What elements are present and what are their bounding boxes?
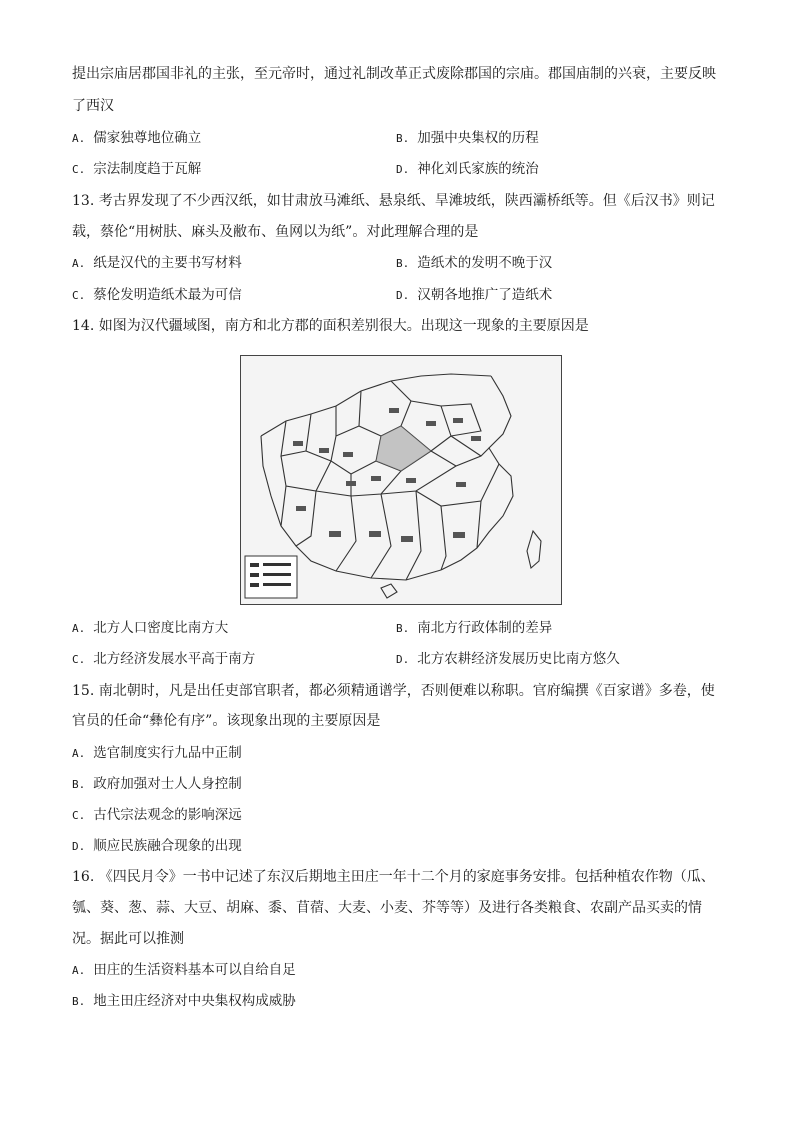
option-letter: B.	[396, 622, 410, 635]
option-text: 蔡伦发明造纸术最为可信	[93, 287, 242, 303]
q13-option-a[interactable]	[72, 253, 242, 274]
option-letter: A.	[72, 747, 86, 760]
option-letter: B.	[396, 257, 410, 270]
q13-option-c[interactable]	[72, 285, 242, 306]
option-letter: B.	[396, 132, 410, 145]
q12-option-a[interactable]	[72, 128, 201, 149]
option-letter: D.	[396, 289, 410, 302]
q12-option-c[interactable]	[72, 159, 201, 180]
option-text: 古代宗法观念的影响深远	[93, 807, 242, 823]
option-letter: C.	[72, 809, 86, 822]
q12-option-b[interactable]	[396, 128, 539, 149]
q16-stem-line-1: 16. 《四民月令》一书中记述了东汉后期地主田庄一年十二个月的家庭事务安排。包括种植农作物（瓜、	[72, 869, 715, 885]
option-text: 加强中央集权的历程	[417, 130, 539, 146]
option-letter: A.	[72, 257, 86, 270]
option-letter: B.	[72, 995, 86, 1008]
option-text: 北方农耕经济发展历史比南方悠久	[417, 651, 620, 667]
q15-option-b[interactable]	[72, 774, 242, 795]
q13-option-b[interactable]	[396, 253, 552, 274]
q15-stem-line-2: 官员的任命“彝伦有序”。该现象出现的主要原因是	[72, 713, 381, 729]
option-text: 北方人口密度比南方大	[93, 620, 229, 636]
option-letter: D.	[396, 653, 410, 666]
option-text: 儒家独尊地位确立	[93, 130, 202, 146]
q13-option-d[interactable]	[396, 285, 552, 306]
option-letter: A.	[72, 622, 86, 635]
option-text: 南北方行政体制的差异	[417, 620, 553, 636]
option-letter: C.	[72, 653, 86, 666]
option-text: 田庄的生活资料基本可以自给自足	[93, 962, 296, 978]
option-text: 造纸术的发明不晚于汉	[417, 255, 553, 271]
q14-option-b[interactable]	[396, 618, 552, 639]
option-letter: C.	[72, 289, 86, 302]
q15-option-a[interactable]	[72, 743, 242, 764]
q16-stem-line-3: 况。据此可以推测	[72, 931, 184, 947]
option-text: 宗法制度趋于瓦解	[93, 161, 202, 177]
q12-stem-line-1: 提出宗庙居郡国非礼的主张，至元帝时，通过礼制改革正式废除郡国的宗庙。郡国庙制的兴衰，主要反映	[72, 66, 716, 82]
option-letter: D.	[72, 840, 86, 853]
option-text: 顺应民族融合现象的出现	[93, 838, 242, 854]
option-text: 神化刘氏家族的统治	[417, 161, 539, 177]
q15-option-c[interactable]	[72, 805, 242, 826]
map-drawing	[241, 356, 560, 603]
q14-option-a[interactable]	[72, 618, 228, 639]
q14-option-c[interactable]	[72, 649, 255, 670]
option-text: 汉朝各地推广了造纸术	[417, 287, 553, 303]
option-letter: B.	[72, 778, 86, 791]
q16-option-a[interactable]	[72, 960, 296, 981]
option-text: 北方经济发展水平高于南方	[93, 651, 256, 667]
q12-option-d[interactable]	[396, 159, 539, 180]
q16-option-b[interactable]	[72, 991, 296, 1012]
q15-stem-line-1: 15. 南北朝时，凡是出任吏部官职者，都必须精通谱学，否则便难以称职。官府编撰《百家谱》多卷，使	[72, 683, 715, 699]
option-text: 纸是汉代的主要书写材料	[93, 255, 242, 271]
option-text: 政府加强对士人人身控制	[93, 776, 242, 792]
q14-stem-line-1: 14. 如图为汉代疆域图，南方和北方郡的面积差别很大。出现这一现象的主要原因是	[72, 318, 589, 334]
option-letter: D.	[396, 163, 410, 176]
option-text: 选官制度实行九品中正制	[93, 745, 242, 761]
q12-stem-line-2: 了西汉	[72, 98, 114, 114]
q13-stem-line-1: 13. 考古界发现了不少西汉纸，如甘肃放马滩纸、悬泉纸、旱滩坡纸，陕西灞桥纸等。但《后汉书》则记	[72, 193, 715, 209]
q16-stem-line-2: 瓠、葵、葱、蒜、大豆、胡麻、黍、苜蓿、大麦、小麦、芥等等）及进行各类粮食、农副产品买卖的情	[72, 900, 702, 916]
option-letter: C.	[72, 163, 86, 176]
han-dynasty-territory-map	[240, 355, 562, 605]
q14-option-d[interactable]	[396, 649, 620, 670]
q15-option-d[interactable]	[72, 836, 242, 857]
option-letter: A.	[72, 964, 86, 977]
option-text: 地主田庄经济对中央集权构成威胁	[93, 993, 296, 1009]
q13-stem-line-2: 载，蔡伦“用树肤、麻头及敝布、鱼网以为纸”。对此理解合理的是	[72, 224, 479, 240]
option-letter: A.	[72, 132, 86, 145]
